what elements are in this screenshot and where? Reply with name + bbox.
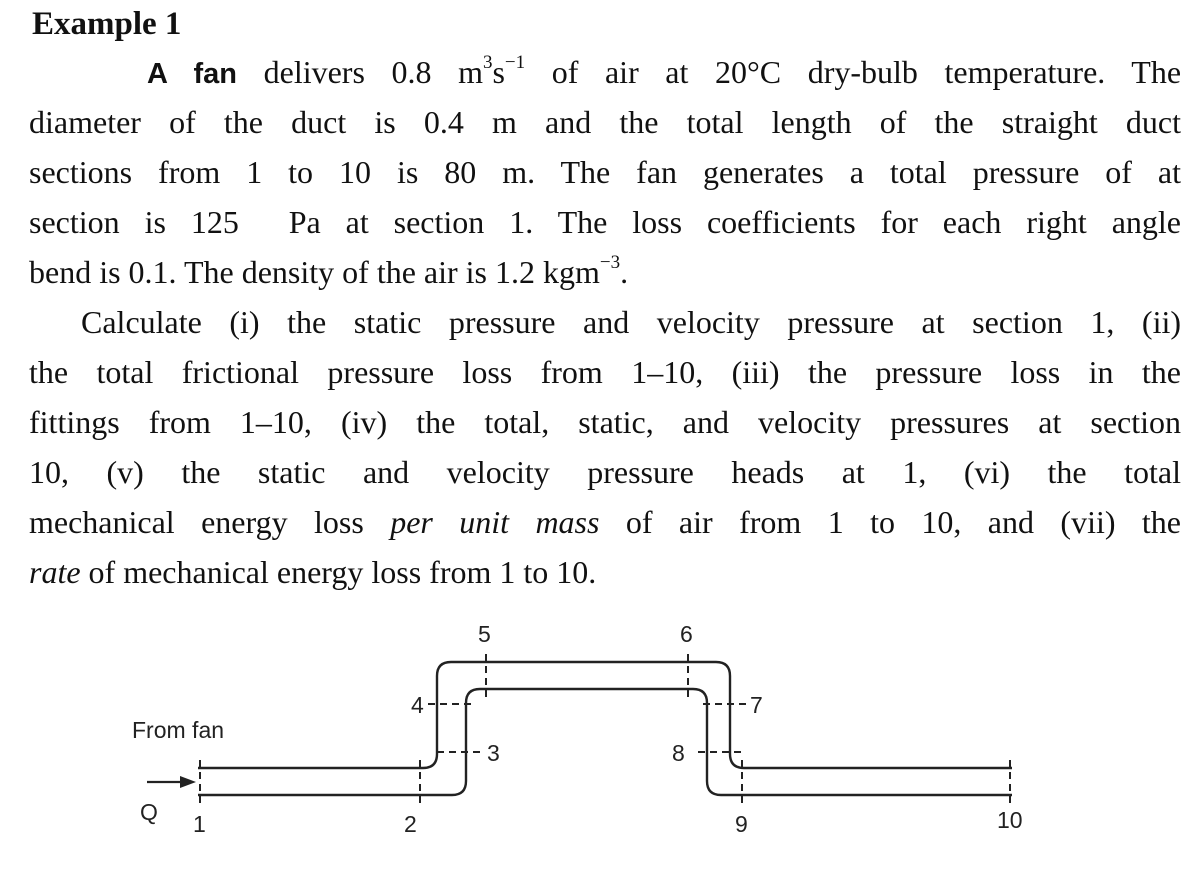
lead-text: A fan — [147, 58, 238, 90]
section-label-7: 7 — [750, 692, 763, 718]
problem-statement — [29, 47, 1181, 297]
duct-diagram — [0, 600, 1202, 892]
statement-line-4: section is 125 Pa at section 1. The loss coefficients for each right angle — [29, 204, 1182, 240]
question-line-6: rate of mechanical energy loss from 1 to 10. — [29, 554, 597, 590]
question-line-3: fittings from 1–10, (iv) the total, static, and velocity pressures at section — [29, 404, 1181, 440]
question-line-4: 10, (v) the static and velocity pressure heads at 1, (vi) the total — [29, 454, 1181, 490]
question-line-5: mechanical energy loss per unit mass of air from 1 to 10, and (vii) the — [29, 504, 1181, 540]
flow-q-label: Q — [140, 799, 158, 825]
section-label-5: 5 — [478, 621, 491, 647]
section-label-8: 8 — [672, 740, 685, 766]
question-list — [29, 297, 1181, 597]
statement-line-2: diameter of the duct is 0.4 m and the total length of the straight duct — [29, 104, 1181, 140]
flow-arrow — [147, 776, 196, 788]
duct-inner-wall — [198, 689, 1012, 795]
statement-line-1: A fan delivers 0.8 $m^3s^{-1}$ of air at 20°C dry-bulb temperature. The — [147, 52, 1182, 90]
statement-line-3: sections from 1 to 10 is 80 m. The fan generates a total pressure of at — [29, 154, 1181, 190]
statement-line-5: bend is 0.1. The density of the air is 1.2 kgm$^{-3}$. — [29, 252, 629, 290]
question-line-1: Calculate (i) the static pressure and velocity pressure at section 1, (ii) — [81, 304, 1181, 340]
section-label-6: 6 — [680, 621, 693, 647]
example-heading: Example 1 — [32, 6, 182, 42]
section-label-2: 2 — [404, 811, 417, 837]
section-label-10: 10 — [997, 807, 1023, 833]
section-label-4: 4 — [411, 692, 424, 718]
section-label-3: 3 — [487, 740, 500, 766]
question-line-2: the total frictional pressure loss from 1–10, (iii) the pressure loss in the — [29, 354, 1181, 390]
section-label-9: 9 — [735, 811, 748, 837]
from-fan-label: From fan — [132, 717, 225, 743]
section-label-1: 1 — [193, 811, 206, 837]
duct-outer-wall — [198, 662, 1012, 768]
